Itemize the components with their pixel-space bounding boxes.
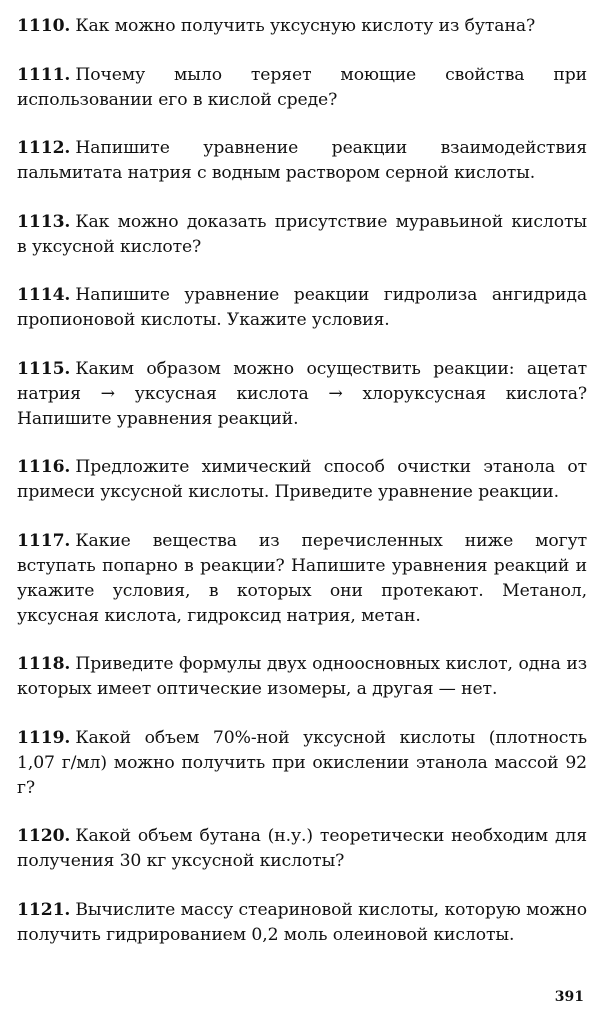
problem-text: Вычислите массу стеариновой кислоты, которую можно получить гидрированием 0,2 моль олеиновой кислоты. xyxy=(17,899,587,945)
problem-text: Какой объем бутана (н.у.) теоретически необходим для получения 30 кг уксусной кислоты? xyxy=(17,826,587,871)
problem-text: Напишите уравнение реакции гидролиза ангидрида пропионовой кислоты. Укажите условия. xyxy=(17,285,587,330)
problem-number: 1115. xyxy=(17,358,71,379)
problem-1114 xyxy=(17,283,587,333)
problem-1110 xyxy=(17,14,587,39)
problem-number: 1120. xyxy=(17,826,71,846)
problem-1116 xyxy=(17,455,587,505)
problem-1120 xyxy=(17,824,587,874)
problem-text: Приведите формулы двух одноосновных кислот, одна из которых имеет оптические изомеры, а другая — нет. xyxy=(17,654,587,699)
problem-number: 1117. xyxy=(17,530,71,551)
problem-text: Как можно доказать присутствие муравьиной кислоты в уксусной кислоте? xyxy=(17,211,587,257)
problem-1113 xyxy=(17,210,587,260)
page-number: 391 xyxy=(554,989,584,1005)
problem-1119 xyxy=(17,726,587,801)
problem-number: 1110. xyxy=(17,16,71,36)
problem-text: Как можно получить уксусную кислоту из бутана? xyxy=(75,16,536,36)
problem-1112 xyxy=(17,136,587,186)
problem-text: Каким образом можно осуществить реакции: ацетат натрия → уксусная кислота → хлоруксусная кислота? Напишите уравнения реакций. xyxy=(17,358,587,429)
problem-1115 xyxy=(17,357,587,432)
problem-number: 1121. xyxy=(17,899,71,920)
problem-text: Напишите уравнение реакции взаимодействия пальмитата натрия с водным раствором серной кислоты. xyxy=(17,138,587,183)
problem-1121 xyxy=(17,898,587,948)
problem-number: 1113. xyxy=(17,211,71,232)
problem-text: Почему мыло теряет моющие свойства при использовании его в кислой среде? xyxy=(17,64,587,110)
problem-1118 xyxy=(17,652,587,702)
problem-number: 1112. xyxy=(17,138,71,158)
problem-number: 1116. xyxy=(17,457,71,477)
problem-1117 xyxy=(17,529,587,629)
problem-text: Какие вещества из перечисленных ниже могут вступать попарно в реакции? Напишите уравнения реакций и укажите условия, в которых они протекают. Метанол, уксусная кислота, гидроксид натрия, метан. xyxy=(17,530,587,626)
problem-number: 1111. xyxy=(17,64,71,85)
problem-text: Какой объем 70%-ной уксусной кислоты (плотность 1,07 г/мл) можно получить при окислении этанола массой 92 г? xyxy=(17,727,587,798)
problem-number: 1118. xyxy=(17,654,71,674)
problem-number: 1114. xyxy=(17,285,71,305)
problem-text: Предложите химический способ очистки этанола от примеси уксусной кислоты. Приведите уравнение реакции. xyxy=(17,457,587,502)
problem-1111 xyxy=(17,63,587,113)
problem-number: 1119. xyxy=(17,727,71,748)
